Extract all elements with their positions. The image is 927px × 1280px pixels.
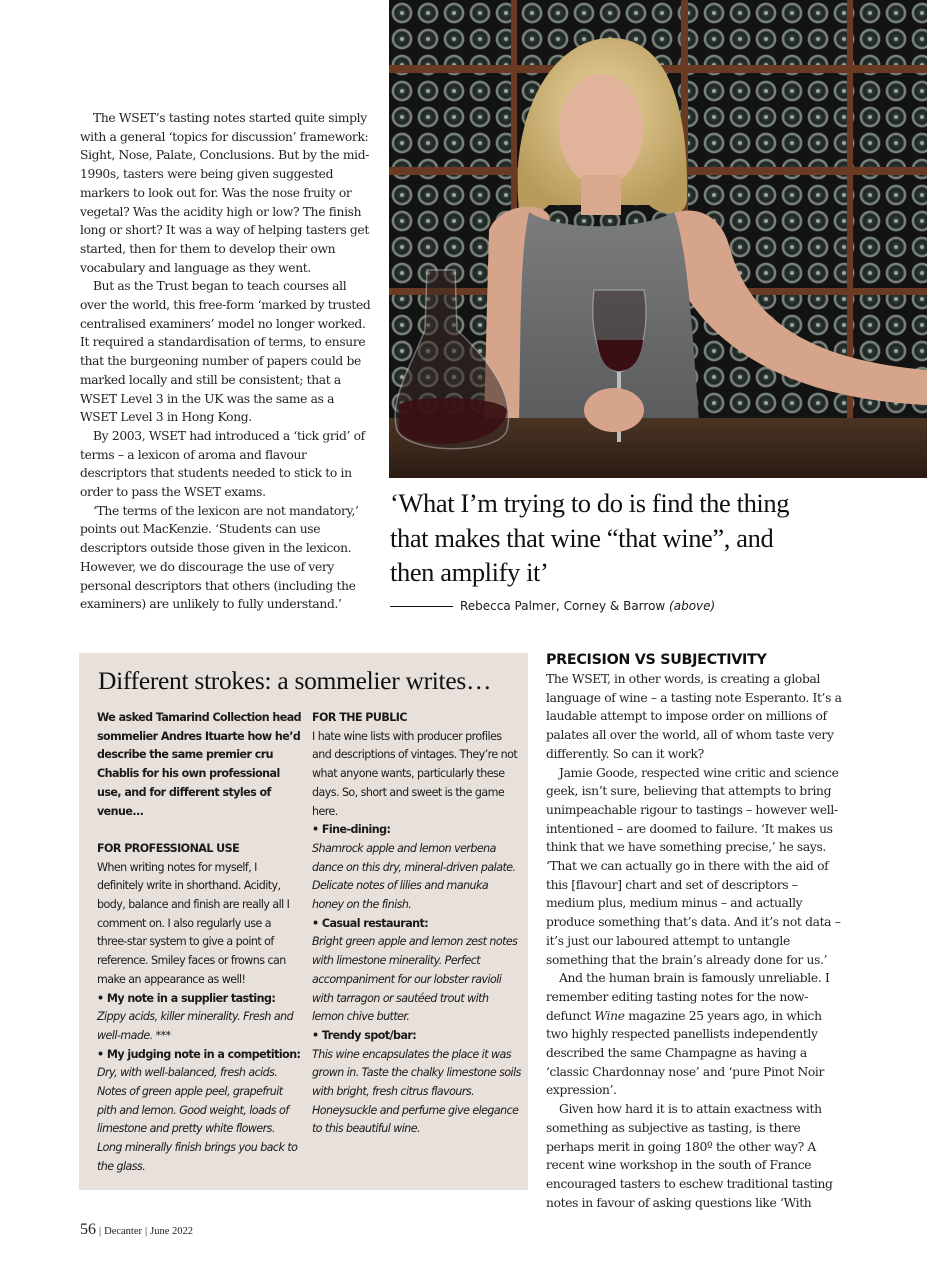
body-paragraph: The WSET, in other words, is creating a global language of wine – a tasting note Esperanto. It’s a laudable attempt to impose order on millions of palates all over the world, all of whom taste very differently. So can it work? — [546, 672, 842, 761]
body-paragraph — [546, 969, 846, 1100]
note-text: Dry, with well-balanced, fresh acids. Notes of green apple peel, grapefruit pith and lemon. Good weight, loads of limestone and pretty white flowers. Long minerally finish brings you back to the glass. — [97, 1066, 298, 1173]
sidebar-intro: We asked Tamarind Collection head sommelier Andres Ituarte how he’d describe the same premier cru Chablis for his own professional use, and for different styles of venue... — [97, 711, 302, 818]
sommelier-sidebar-box — [79, 653, 528, 1190]
body-paragraph: But as the Trust began to teach courses all over the world, this free-form ‘marked by trusted centralised examiners’ model no longer worked. It required a standardisation of terms, to ensure that the burgeoning number of papers could be marked locally and still be consistent; that a WSET Level 3 in the UK was the same as a WSET Level 3 in Hong Kong. — [80, 279, 371, 425]
text-run: And the human brain is famously unreliable. I remember editing tasting notes for the now-defunct — [546, 971, 830, 1023]
note-label: • Casual restaurant: — [312, 916, 429, 930]
publication-name: Decanter — [104, 1226, 142, 1237]
page-number: 56 — [80, 1221, 96, 1238]
note-text: This wine encapsulates the place it was grown in. Taste the chalky limestone soils with bright, fresh citrus flavours. Honeysuckle and perfume give elegance to this beautiful wine. — [312, 1047, 521, 1136]
public-heading: FOR THE PUBLIC — [312, 711, 407, 724]
photo-illustration — [389, 0, 927, 478]
attribution-rule — [390, 606, 453, 607]
note-label: • Fine-dining: — [312, 823, 391, 837]
sidebar-title: Different strokes: a sommelier writes… — [98, 666, 492, 695]
note-label: • My note in a supplier tasting: — [97, 991, 276, 1005]
body-paragraph: ‘The terms of the lexicon are not mandatory,’ points out MacKenzie. ‘Students can use descriptors outside those given in the lexicon. However, we do discourage the use of very personal descriptors that others (including the examiners) are unlikely to fully understand.’ — [80, 503, 359, 612]
body-paragraph: Jamie Goode, respected wine critic and science geek, isn’t sure, believing that attempts to bring unimpeachable rigour to tastings – however well-intentioned – are doomed to failure. ‘It makes us think that we have something precise,’ he says. ‘That we can actually go in there with the aid of this [flavour] chart and set of descriptors – medium plus, medium minus – and actually produce something that’s data. And it’s not data – it’s just our laboured attempt to untangle something that the brain’s already done for us.’ — [546, 765, 841, 967]
attribution-note: (above) — [669, 599, 716, 613]
text-run: magazine 25 years ago, in which two highly respected panellists independently described the same Champagne as having a ‘classic Chardonnay nose’ and ‘pure Pinot Noir expression’. — [546, 1008, 825, 1098]
left-body-column — [80, 109, 372, 614]
issue-date: June 2022 — [150, 1226, 193, 1237]
body-paragraph: Given how hard it is to attain exactness with something as subjective as tasting, is there perhaps merit in going 180º the other way? A recent wine workshop in the south of France encouraged tasters to eschew traditional tasting notes in favour of asking questions like ‘With — [546, 1102, 833, 1210]
attribution-name: Rebecca Palmer, Corney & Barrow — [460, 599, 666, 613]
pull-quote: ‘What I’m trying to do is find the thing that makes that wine “that wine”, and then amplify it’ — [390, 488, 790, 587]
page-footer — [80, 1221, 193, 1239]
body-paragraph: The WSET’s tasting notes started quite simply with a general ‘topics for discussion’ framework: Sight, Nose, Palate, Conclusions. But by the mid-1990s, tasters were being given suggested markers to look out for. Was the nose fruity or vegetal? Was the acidity high or low? The finish long or short? It was a way of helping tasters get started, then for them to develop their own vocabulary and language as they went. — [80, 111, 370, 275]
body-paragraph: By 2003, WSET had introduced a ‘tick grid’ of terms – a lexicon of aroma and flavour descriptors that students needed to stick to in order to pass the WSET exams. — [80, 428, 365, 500]
note-label: • Trendy spot/bar: — [312, 1028, 417, 1042]
note-text: Bright green apple and lemon zest notes with limestone minerality. Perfect accompaniment for our lobster ravioli with tarragon or sautéed trout with lemon chive butter. — [312, 935, 518, 1024]
note-text: Shamrock apple and lemon verbena dance on this dry, mineral-driven palate. Delicate notes of lilies and manuka honey on the finish. — [312, 841, 516, 912]
note-text: Zippy acids, killer minerality. Fresh and well-made. *** — [97, 1010, 294, 1042]
right-body-column — [546, 650, 846, 1212]
professional-heading: FOR PROFESSIONAL USE — [97, 841, 240, 855]
portrait-photo — [389, 0, 927, 478]
footer-separator: | — [145, 1226, 148, 1237]
sidebar-column-public — [312, 709, 522, 1139]
note-label: • My judging note in a competition: — [97, 1047, 301, 1061]
professional-body: When writing notes for myself, I definitely write in shorthand. Acidity, body, balance and finish are really all I comment on. I also regularly use a three-star system to give a point of reference. Smiley faces or frowns can make an appearance as well! — [97, 860, 290, 986]
sidebar-column-professional — [97, 709, 302, 1177]
section-heading: PRECISION VS SUBJECTIVITY — [546, 652, 767, 668]
public-body: I hate wine lists with producer profiles and descriptions of vintages. They’re not what anyone wants, particularly these days. So, short and sweet is the game here. — [312, 729, 518, 818]
magazine-title: Wine — [594, 1008, 625, 1023]
footer-separator: | — [99, 1226, 102, 1237]
pull-quote-attribution — [390, 596, 810, 616]
